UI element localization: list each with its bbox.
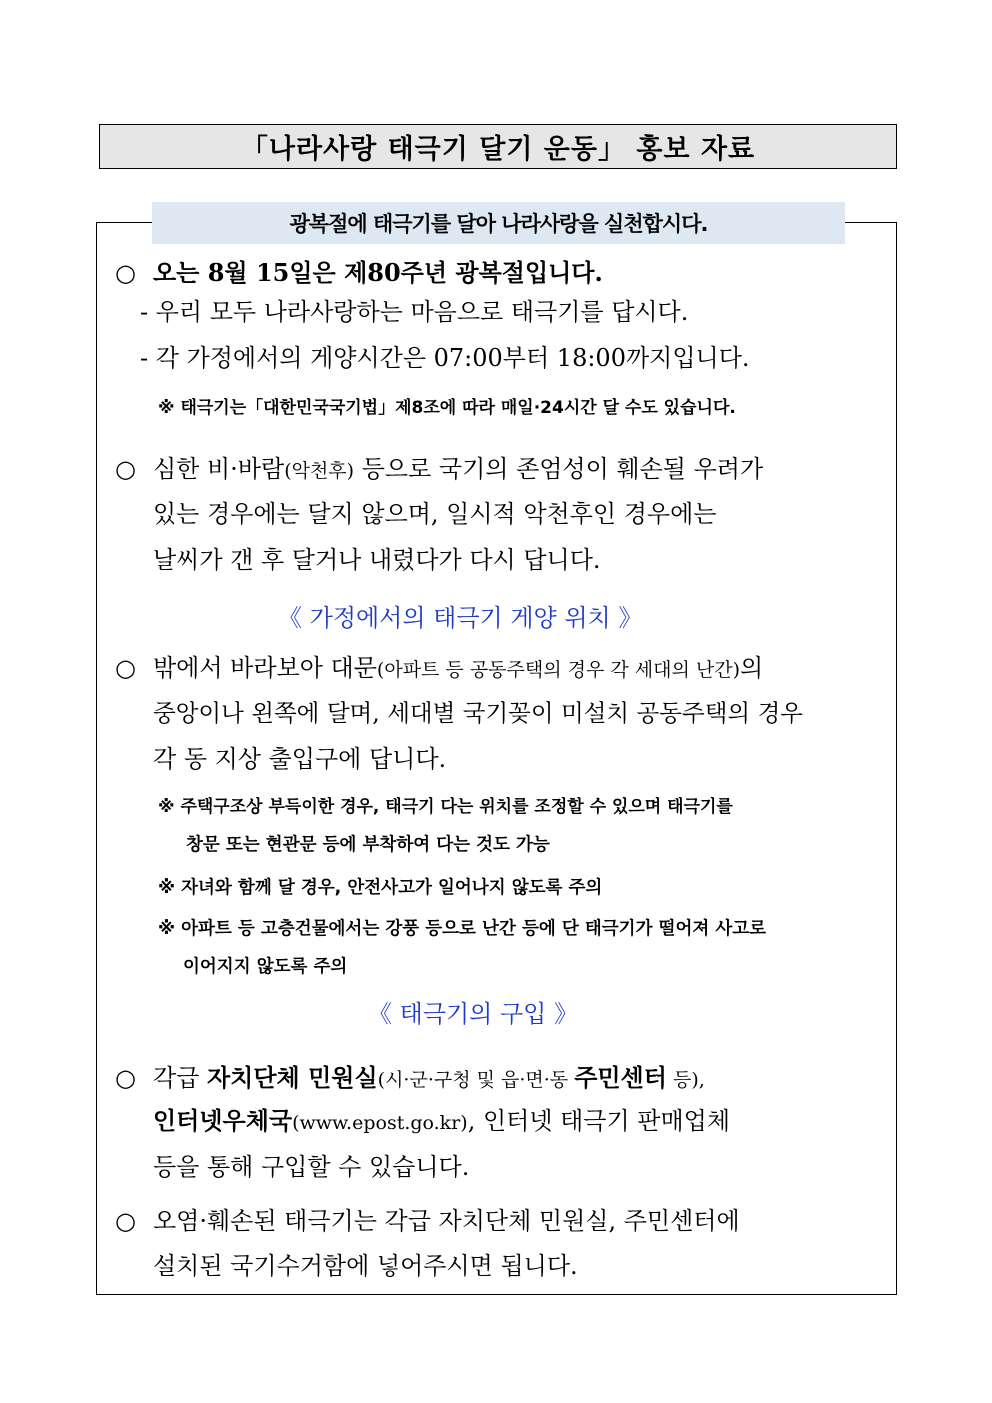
box-top-border-left bbox=[96, 222, 152, 223]
document-title: 「나라사랑 태극기 달기 운동」 홍보 자료 bbox=[99, 124, 897, 169]
sec3-note1-line2: 창문 또는 현관문 등에 부착하여 다는 것도 가능 bbox=[186, 835, 550, 855]
sec5-line2: 설치된 국기수거함에 넣어주시면 됩니다. bbox=[153, 1252, 578, 1280]
sec3-note1-line1: ※ 주택구조상 부득이한 경우, 태극기 다는 위치를 조정할 수 있으며 태극기를 bbox=[158, 797, 733, 817]
sec1-note: ※ 태극기는「대한민국국기법」제8조에 따라 매일·24시간 달 수도 있습니다. bbox=[158, 398, 736, 418]
sec1-line2: - 우리 모두 나라사랑하는 마음으로 태극기를 답시다. bbox=[140, 298, 689, 326]
bullet-icon: ○ bbox=[115, 259, 136, 287]
sec5-line1: ○ 오염·훼손된 태극기는 각급 자치단체 민원실, 주민센터에 bbox=[115, 1207, 740, 1235]
sec4-line3: 등을 통해 구입할 수 있습니다. bbox=[153, 1153, 470, 1181]
sec1-line1: ○ 오는 8월 15일은 제80주년 광복절입니다. bbox=[115, 258, 603, 287]
sec2-line1: ○ 심한 비·바람(악천후) 등으로 국기의 존엄성이 훼손될 우려가 bbox=[115, 455, 764, 483]
sec3-note3-line2: 이어지지 않도록 주의 bbox=[183, 957, 348, 977]
sec1-line3: - 각 가정에서의 게양시간은 07:00부터 18:00까지입니다. bbox=[140, 344, 750, 372]
sec2-line3: 날씨가 갠 후 달거나 내렸다가 다시 답니다. bbox=[153, 546, 601, 574]
bullet-icon: ○ bbox=[115, 1207, 136, 1235]
sec3-line3: 각 동 지상 출입구에 답니다. bbox=[153, 745, 447, 773]
bullet-icon: ○ bbox=[115, 1064, 136, 1092]
section-heading-purchase: 《 태극기의 구입 》 bbox=[368, 1000, 578, 1028]
subtitle-banner: 광복절에 태극기를 달아 나라사랑을 실천합시다. bbox=[152, 202, 845, 244]
sec4-line1: ○ 각급 자치단체 민원실(시·군·구청 및 읍·면·동 주민센터 등), bbox=[115, 1063, 705, 1092]
bullet-icon: ○ bbox=[115, 455, 136, 483]
sec3-note2: ※ 자녀와 함께 달 경우, 안전사고가 일어나지 않도록 주의 bbox=[158, 878, 603, 898]
sec3-line1: ○ 밖에서 바라보아 대문(아파트 등 공동주택의 경우 각 세대의 난간)의 bbox=[115, 654, 764, 682]
sec3-note3-line1: ※ 아파트 등 고층건물에서는 강풍 등으로 난간 등에 단 태극기가 떨어져 사고로 bbox=[158, 919, 767, 939]
sec3-line2: 중앙이나 왼쪽에 달며, 세대별 국기꽂이 미설치 공동주택의 경우 bbox=[153, 699, 803, 727]
bullet-icon: ○ bbox=[115, 654, 136, 682]
box-top-border-right bbox=[845, 222, 897, 223]
section-heading-location: 《 가정에서의 태극기 게양 위치 》 bbox=[278, 604, 643, 632]
sec2-line2: 있는 경우에는 달지 않으며, 일시적 악천후인 경우에는 bbox=[153, 500, 717, 528]
sec4-line2: 인터넷우체국(www.epost.go.kr), 인터넷 태극기 판매업체 bbox=[153, 1106, 731, 1135]
